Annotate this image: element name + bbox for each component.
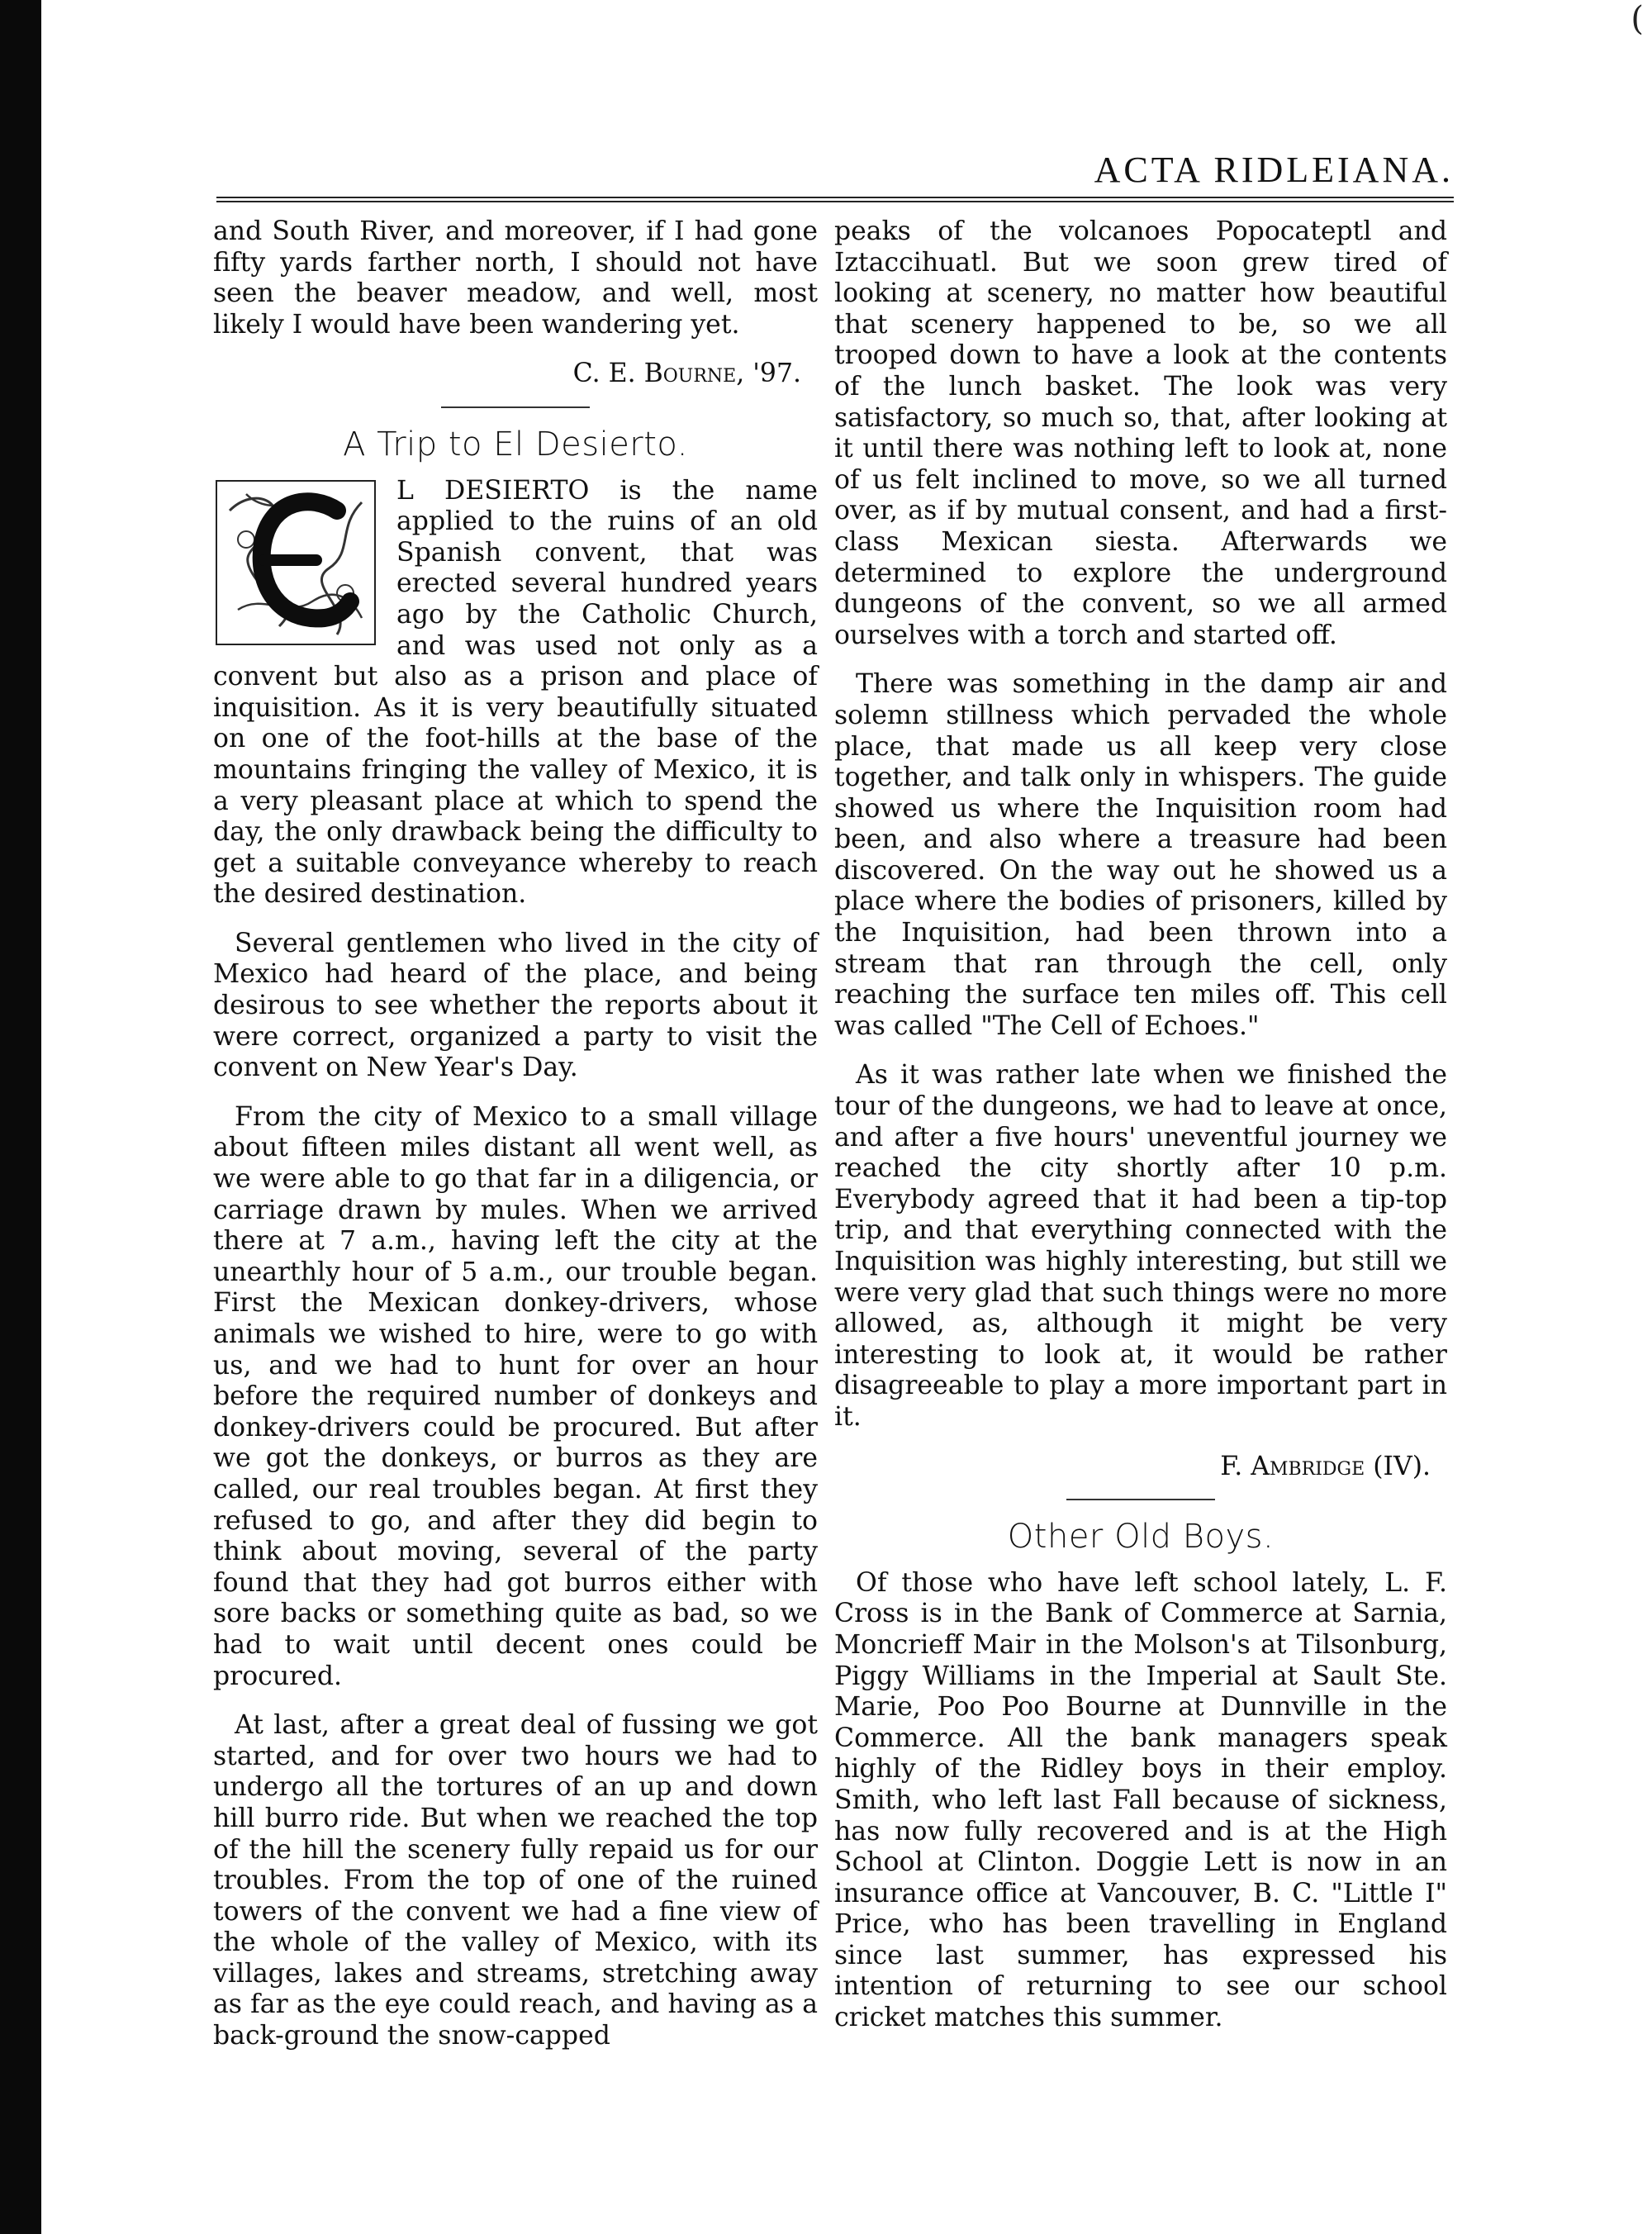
old-boys-paragraph: Of those who have left school lately, L. F. Cross is in the Bank of Commerce at Sarnia, Moncrieff Mair in the Molson's at Tilsonburg, Piggy Williams in the Imperial at Sault Ste. Marie, Poo Poo Bourne at Dunnville in the Commerce. All the bank managers speak highly of the Ridley boys in their employ. Smith, who left last Fall because of sickness, has now fully recovered and is at the High School at Clinton. Doggie Lett is now in an insurance office at Vancouver, B. C. "Little I" Price, who has been travelling in England since last summer, has expressed his intention of returning to see our school cricket matches this summer. xyxy=(834,1567,1447,2033)
ornamental-drop-cap xyxy=(213,478,378,648)
running-head: ACTA RIDLEIANA. xyxy=(1094,150,1454,190)
continued-signature: C. E. Bourne, '97. xyxy=(572,359,801,389)
continued-paragraph: and South River, and moreover, if I had gone fifty yards farther north, I should not have seen the beaver meadow, and well, most likely I would have been wandering yet. xyxy=(213,216,818,340)
scan-left-edge xyxy=(0,0,41,2234)
svg-text:E: E xyxy=(295,639,297,640)
article-title: A Trip to El Desierto. xyxy=(343,425,688,463)
corner-mark: ( xyxy=(1631,0,1644,38)
right-column xyxy=(834,216,1447,2052)
article-paragraph-5: peaks of the volcanoes Popocateptl and Iztaccihuatl. But we soon grew tired of looking at scenery, no matter how beautiful that scenery happened to be, so we all trooped down to have a look at the contents of the lunch basket. The look was very satisfactory, so much so, that, after looking at it until there was nothing left to look at, none of us felt inclined to move, so we all turned over, as if by mutual consent, and had a first-class Mexican siesta. Afterwards we determined to explore the underground dungeons of the convent, so we all armed ourselves with a torch and started off. xyxy=(834,216,1447,650)
article-paragraph-4: At last, after a great deal of fussing we got started, and for over two hours we had to undergo all the tortures of an up and down hill burro ride. But when we reached the top of the hill the scenery fully repaid us for our troubles. From the top of one of the ruined towers of the convent we had a fine view of the whole of the valley of Mexico, with its villages, lakes and streams, stretching away as far as the eye could reach, and having as a back-ground the snow-capped xyxy=(213,1710,818,2051)
article-signature: F. Ambridge (IV). xyxy=(1220,1451,1431,1481)
article-paragraph-7: As it was rather late when we finished the tour of the dungeons, we had to leave at once, and after a five hours' uneventful journey we reached the city shortly after 10 p.m. Everybody agreed that it had been a tip-top trip, and that everything connected with the Inquisition was highly interesting, but still we were very glad that such things were no more allowed, as, although it might be very interesting to look at, it would be rather disagreeable to play a more important part in it. xyxy=(834,1060,1447,1432)
section-title-other-old-boys: Other Old Boys. xyxy=(1007,1518,1275,1557)
article-paragraph-1: L DESIERTO is the name applied to the ruins of an old Spanish convent, that was erected several hundred years ago by the Catholic Church, and was used not only as a convent but also as a prison and place of inquisition. As it is very beautifully situated on one of the foot-hills at the base of the mountains fringing the valley of Mexico, it is a very pleasant place at which to spend the day, the only drawback being the difficulty to get a suitable conveyance whereby to reach the desired destination. xyxy=(213,475,818,910)
left-column xyxy=(213,216,818,2070)
article-paragraph-2: Several gentlemen who lived in the city of Mexico had heard of the place, and being desirous to see whether the reports about it were correct, organized a party to visit the convent on New Year's Day. xyxy=(213,928,818,1083)
ornamental-e-icon xyxy=(213,478,378,648)
article-paragraph-6: There was something in the damp air and solemn stillness which pervaded the whole place, that made us all keep very close together, and talk only in whispers. The guide showed us where the Inquisition room had been, and also where a treasure had been discovered. On the way out he showed us a place where the bodies of prisoners, killed by the Inquisition, had been thrown into a stream that ran through the cell, only reaching the surface ten miles off. This cell was called "The Cell of Echoes." xyxy=(834,669,1447,1041)
section-divider xyxy=(441,406,590,408)
header-rule xyxy=(216,197,1454,202)
article-paragraph-3: From the city of Mexico to a small village about fifteen miles distant all went well, as we were able to go that far in a diligencia, or carriage drawn by mules. When we arrived there at 7 a.m., having left the city at the unearthly hour of 5 a.m., our trouble began. First the Mexican donkey-drivers, whose animals we wished to hire, were to go with us, and we had to hunt for over an hour before the required number of donkeys and donkey-drivers could be procured. But after we got the donkeys, or burros as they are called, our real troubles began. At first they refused to go, and after they did begin to think about moving, several of the party found that they had got burros either with sore backs or something quite as bad, so we had to wait until decent ones could be procured. xyxy=(213,1101,818,1691)
section-divider-2 xyxy=(1066,1499,1215,1500)
